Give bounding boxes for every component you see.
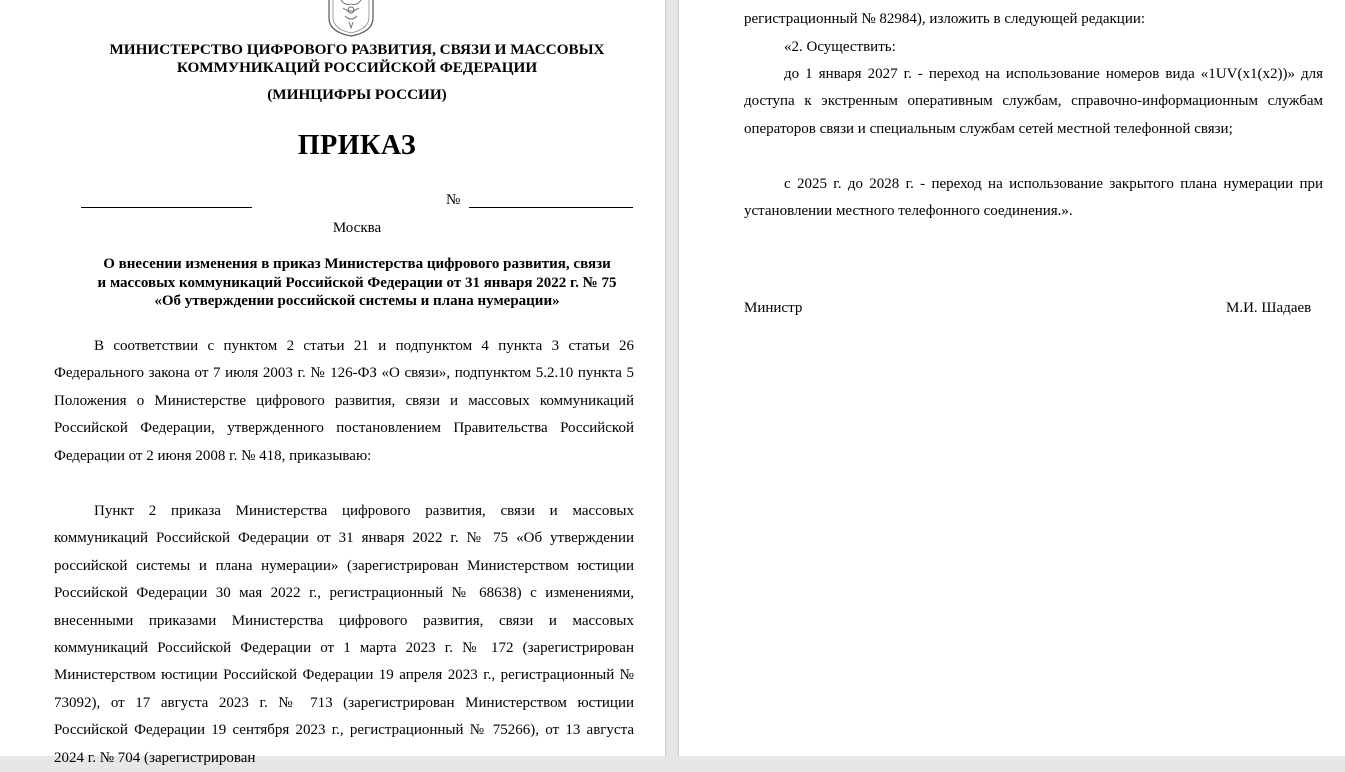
new-edition-subitem-emergency-numbers: до 1 января 2027 г. - переход на использование номеров вида «1UV(x1(x2))» для доступа к экстренным оперативным службам, справочно-информационным службам операторов связи и специальным службам сетей местной телефонной связи; xyxy=(744,66,1323,137)
order-subject xyxy=(54,255,660,311)
order-subject-line-2: и массовых коммуникаций Российской Федерации от 31 января 2022 г. № 75 xyxy=(97,274,617,291)
document-type-title: ПРИКАЗ xyxy=(297,130,417,161)
ministry-name xyxy=(54,41,660,77)
number-sign: № xyxy=(446,192,461,208)
ministry-name-line-2: КОММУНИКАЦИЙ РОССИЙСКОЙ ФЕДЕРАЦИИ xyxy=(176,59,538,76)
date-blank-line xyxy=(81,207,252,208)
main-order-paragraph: Пункт 2 приказа Министерства цифрового развития, связи и массовых коммуникаций Российской Федерации от 31 января 2022 г. № 75 «Об утверждении российской системы и плана нумерации» (зарегистрирован Министерством юстиции Российской Федерации 30 мая 2022 г., регистрационный № 68638) с изменениями, внесенными приказами Министерства цифрового развития, связи и массовых коммуникаций Российской Федерации от 1 марта 2023 г. № 172 (зарегистрирован Министерством юстиции Российской Федерации 19 апреля 2023 г., регистрационный № 73092), от 17 августа 2023 г. № 713 (зарегистрирован Министерством юстиции Российской Федерации 19 сентября 2023 г., регистрационный № 75266), от 13 августа 2024 г. № 704 (зарегистрирован xyxy=(54,503,634,766)
order-subject-line-3: «Об утверждении российской системы и плана нумерации» xyxy=(154,293,560,309)
legal-basis-paragraph: В соответствии с пунктом 2 статьи 21 и подпунктом 4 пункта 3 статьи 26 Федерального закона от 7 июля 2003 г. № 126-ФЗ «О связи», подпунктом 5.2.10 пункта 5 Положения о Министерстве цифрового развития, связи и массовых коммуникаций Российской Федерации, утвержденного постановлением Правительства Российской Федерации от 2 июня 2008 г. № 418, приказываю: xyxy=(54,338,634,464)
order-subject-line-1: О внесении изменения в приказ Министерства цифрового развития, связи xyxy=(103,256,611,272)
continuation-paragraph: регистрационный № 82984), изложить в следующей редакции: xyxy=(744,11,1146,27)
new-edition-subitem-closed-numbering: с 2025 г. до 2028 г. - переход на использование закрытого плана нумерации при установлении местного телефонного соединения.». xyxy=(744,176,1323,220)
coat-of-arms-icon xyxy=(327,0,375,36)
city: Москва xyxy=(332,220,382,236)
signatory-name: М.И. Шадаев xyxy=(1226,300,1312,316)
document-page-1 xyxy=(0,0,666,766)
ministry-name-line-1: МИНИСТЕРСТВО ЦИФРОВОГО РАЗВИТИЯ, СВЯЗИ И МАССОВЫХ xyxy=(109,41,605,58)
order-number-blank-line xyxy=(469,207,633,208)
document-page-2 xyxy=(678,0,1345,756)
signatory-role: Министр xyxy=(744,300,803,316)
ministry-abbreviation: (МИНЦИФРЫ РОССИИ) xyxy=(267,86,447,103)
new-edition-item-2: «2. Осуществить: xyxy=(784,39,896,55)
